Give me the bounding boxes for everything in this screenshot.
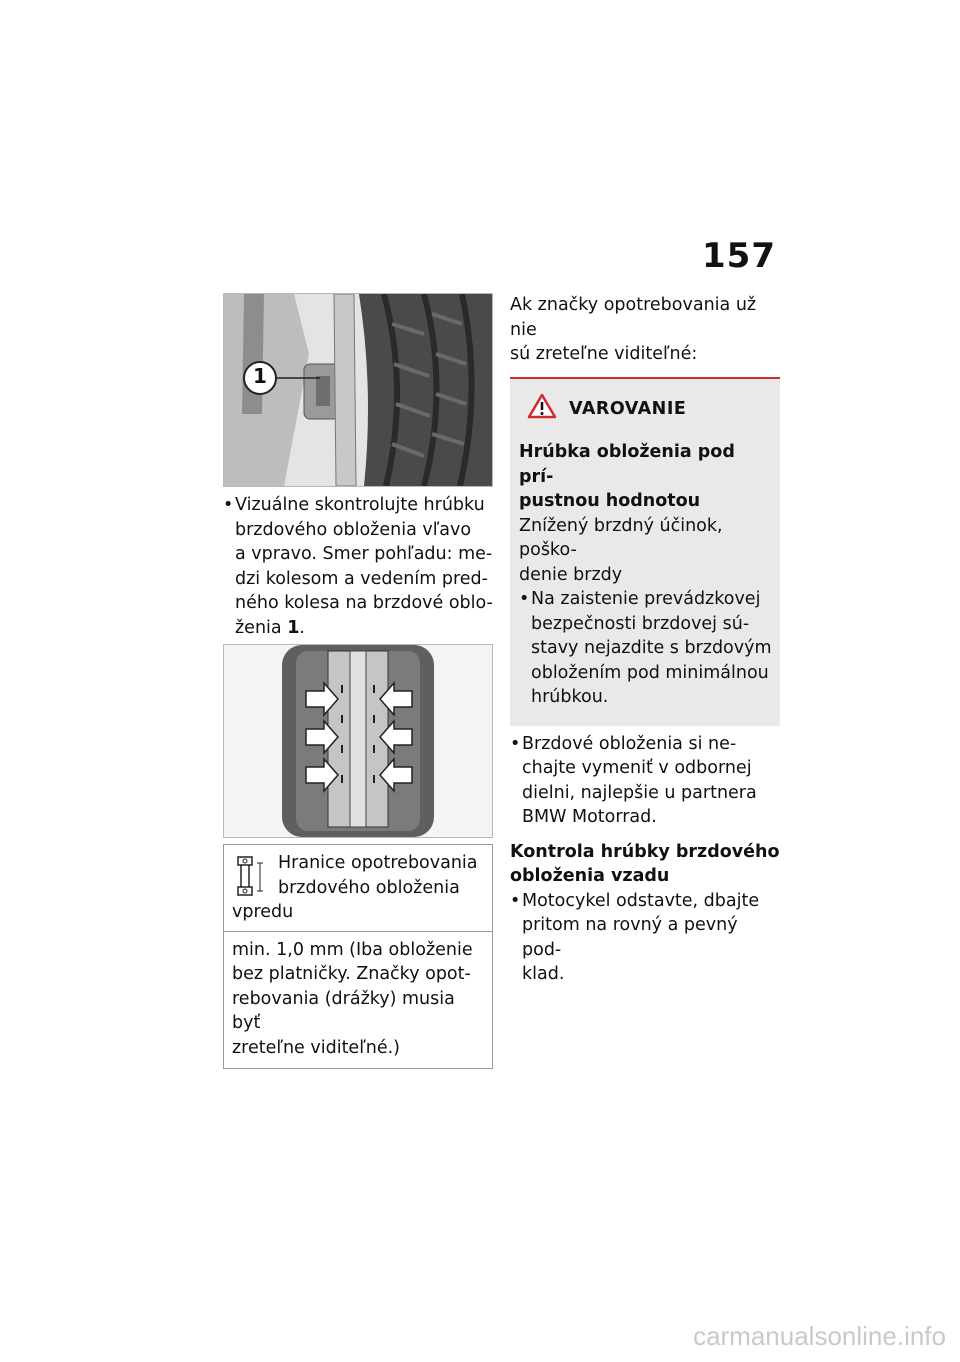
section-heading-rear	[510, 840, 780, 889]
brake-pad-figure	[223, 644, 493, 838]
bullet1-line: brzdového obloženia vľavo	[235, 519, 472, 540]
spec-title-line: brzdového obloženia	[278, 877, 460, 898]
bullet-dot: •	[510, 733, 521, 754]
bullet1-line: ného kolesa na brzdové oblo-	[235, 593, 493, 613]
left-column	[223, 293, 493, 1069]
spec-title-line: vpredu	[232, 902, 294, 922]
bullet-dot: •	[510, 890, 521, 911]
bullet2-line: Brzdové obloženia si ne-	[522, 733, 737, 754]
spec-value-line: bez platničky. Značky opot-	[232, 964, 471, 984]
bullet-text	[531, 587, 772, 710]
warning-bullet-line: Na zaistenie prevádzkovej	[531, 589, 761, 609]
bullet-dot: •	[519, 589, 530, 609]
intro-text	[510, 293, 780, 367]
bullet3-line: Motocykel odstavte, dbajte	[522, 890, 760, 911]
bullet-park-motorcycle	[510, 889, 780, 987]
front-wheel-illustration	[224, 294, 492, 486]
warning-effect-line: denie brzdy	[519, 564, 623, 585]
bullet3-line: klad.	[522, 964, 565, 984]
wear-limit-header	[224, 845, 492, 932]
intro-line: sú zreteľne viditeľné:	[510, 344, 698, 364]
warning-bullet-line: bezpečnosti brzdovej sú-	[531, 613, 750, 634]
bullet-text	[522, 889, 780, 987]
spec-value-line: zreteľne viditeľné.)	[232, 1037, 401, 1058]
spec-title-line: Hranice opotrebovania	[278, 853, 478, 873]
page-number: 157	[702, 236, 776, 276]
wear-limit-value	[224, 932, 492, 1069]
bullet1-line: dzi kolesom a vedením pred-	[235, 568, 488, 589]
warning-box	[510, 377, 780, 726]
bullet-text	[522, 732, 780, 830]
warning-effect-line: Znížený brzdný účinok, poško-	[519, 515, 723, 560]
bullet-dot: •	[223, 495, 234, 515]
warning-bullet-line: hrúbkou.	[531, 687, 609, 707]
figure-callout-label: 1	[253, 364, 267, 388]
bullet-replace-pads	[510, 732, 780, 830]
reference-number: 1	[287, 617, 300, 638]
warning-title-line: pustnou hodnotou	[519, 491, 701, 511]
bullet1-line: a vpravo. Smer pohľadu: me-	[235, 544, 493, 564]
bullet-visual-check	[223, 493, 493, 640]
spec-value-line: rebovania (drážky) musia byť	[232, 988, 455, 1033]
warning-label: VAROVANIE	[569, 399, 687, 419]
bullet1-end: .	[299, 617, 305, 638]
wear-limit-title	[232, 851, 484, 925]
right-column	[510, 293, 780, 987]
brake-pad-thickness-icon	[236, 855, 266, 907]
bullet2-line: dielni, najlepšie u partnera	[522, 782, 757, 803]
bullet2-line: BMW Motorrad.	[522, 807, 657, 827]
wear-limit-table	[223, 844, 493, 1069]
spec-value-line: min. 1,0 mm (Iba obloženie	[232, 939, 473, 960]
section-heading-line: obloženia vzadu	[510, 866, 670, 886]
front-wheel-figure	[223, 293, 493, 487]
warning-triangle-icon	[527, 393, 557, 427]
warning-title	[519, 440, 772, 514]
brake-pad-illustration	[224, 645, 492, 837]
bullet-text	[235, 493, 493, 640]
warning-title-line: Hrúbka obloženia pod prí-	[519, 442, 735, 487]
bullet1-line: ženia	[235, 617, 288, 638]
warning-bullet-line: obložením pod minimálnou	[531, 662, 769, 683]
intro-line: Ak značky opotrebovania už nie	[510, 295, 757, 340]
section-heading-line: Kontrola hrúbky brzdového	[510, 841, 780, 862]
warning-bullet-line: stavy nejazdite s brzdovým	[531, 638, 772, 658]
warning-bullet	[519, 587, 772, 710]
warning-effect	[519, 514, 772, 588]
bullet1-line: Vizuálne skontrolujte hrúbku	[235, 495, 485, 515]
warning-header	[527, 393, 772, 427]
watermark: carmanualsonline.info	[693, 1321, 946, 1351]
bullet2-line: chajte vymeniť v odbornej	[522, 758, 752, 778]
bullet3-line: pritom na rovný a pevný pod-	[522, 915, 738, 960]
